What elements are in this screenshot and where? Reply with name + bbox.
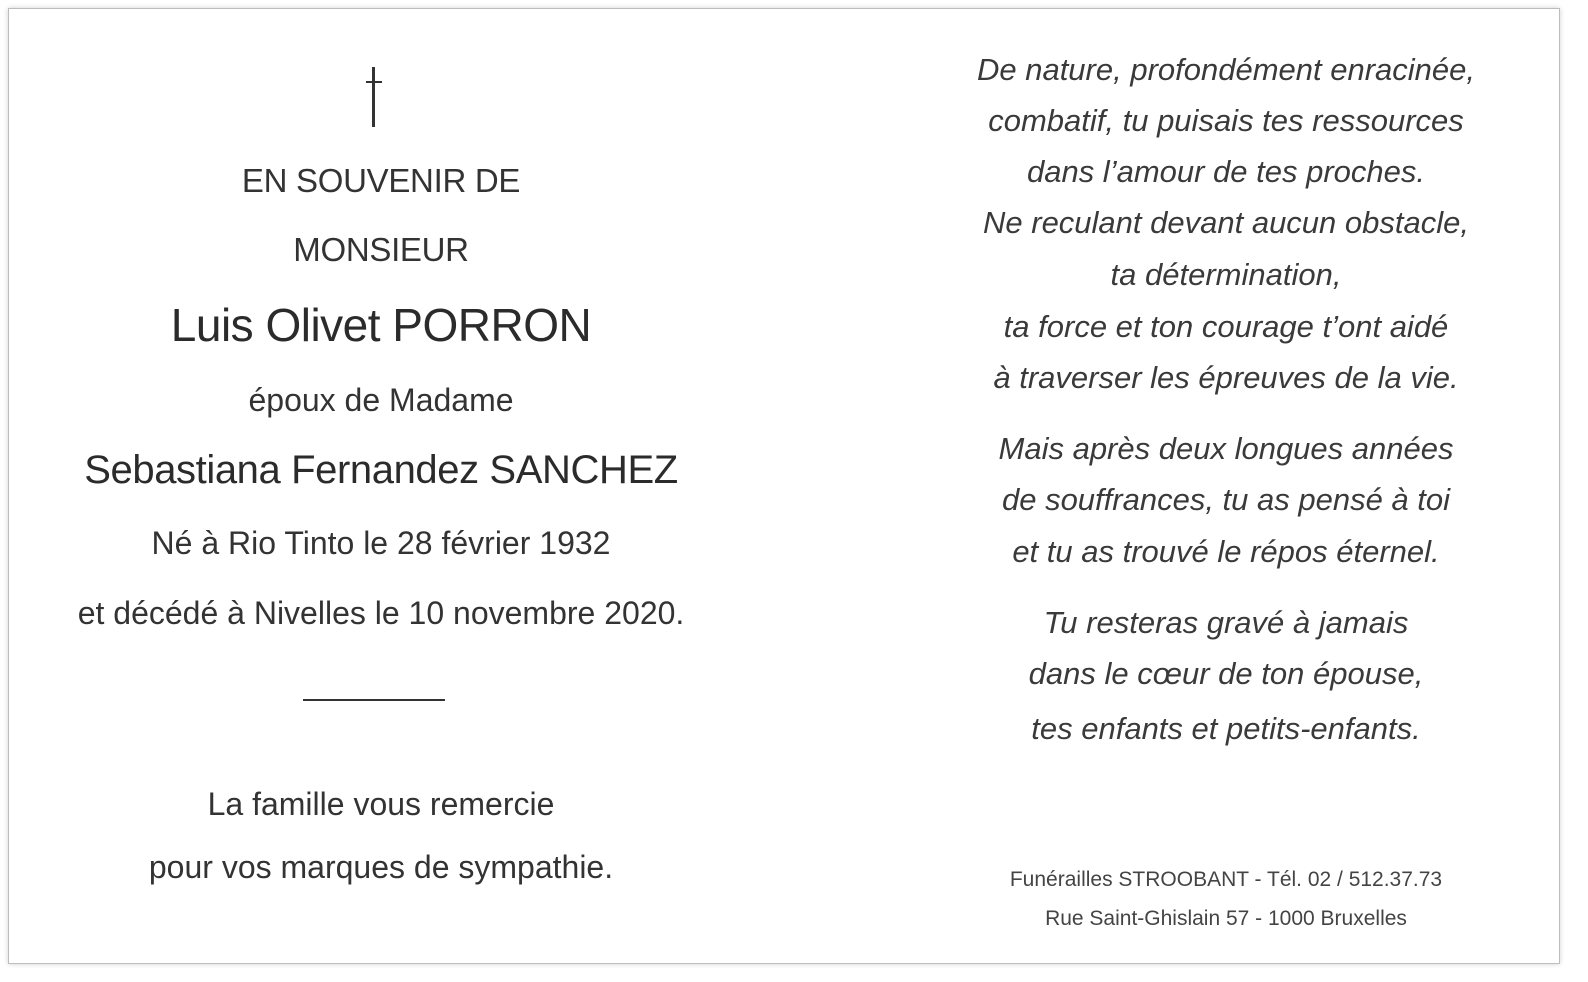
funeral-home-contact: Funérailles STROOBANT - Tél. 02 / 512.37.73: [1009, 868, 1443, 891]
spouse-intro: époux de Madame: [248, 382, 514, 418]
spouse-name: Sebastiana Fernandez SANCHEZ: [84, 448, 678, 492]
left-panel: [9, 9, 753, 963]
poem-line: et tu as trouvé le répos éternel.: [1012, 534, 1440, 569]
poem-line: dans le cœur de ton épouse,: [1028, 656, 1424, 691]
right-panel: [909, 9, 1543, 963]
poem-line: à traverser les épreuves de la vie.: [993, 360, 1459, 395]
poem-line: ta détermination,: [1110, 257, 1342, 292]
birth-info: Né à Rio Tinto le 28 février 1932: [151, 525, 611, 561]
memorial-card: [8, 8, 1560, 964]
separator-line: [303, 699, 445, 701]
poem-line: Mais après deux longues années: [998, 431, 1454, 466]
heading-line-2: MONSIEUR: [293, 231, 469, 268]
cross-icon: [366, 67, 382, 127]
thanks-line-2: pour vos marques de sympathie.: [148, 849, 614, 885]
poem-line: De nature, profondément enracinée,: [976, 52, 1476, 87]
poem-line: de souffrances, tu as pensé à toi: [1001, 482, 1451, 517]
deceased-name: Luis Olivet PORRON: [170, 299, 592, 351]
death-info: et décédé à Nivelles le 10 novembre 2020.: [77, 595, 685, 631]
poem-line: tes enfants et petits-enfants.: [1031, 711, 1421, 746]
poem-line: Ne reculant devant aucun obstacle,: [983, 205, 1469, 240]
poem-line: combatif, tu puisais tes ressources: [988, 103, 1464, 138]
thanks-line-1: La famille vous remercie: [207, 786, 555, 822]
poem-line: ta force et ton courage t’ont aidé: [1003, 309, 1449, 344]
poem-line: dans l’amour de tes proches.: [1026, 154, 1426, 189]
funeral-home-address: Rue Saint-Ghislain 57 - 1000 Bruxelles: [1045, 907, 1407, 930]
heading-line-1: EN SOUVENIR DE: [241, 162, 521, 199]
poem-line: Tu resteras gravé à jamais: [1043, 605, 1409, 640]
